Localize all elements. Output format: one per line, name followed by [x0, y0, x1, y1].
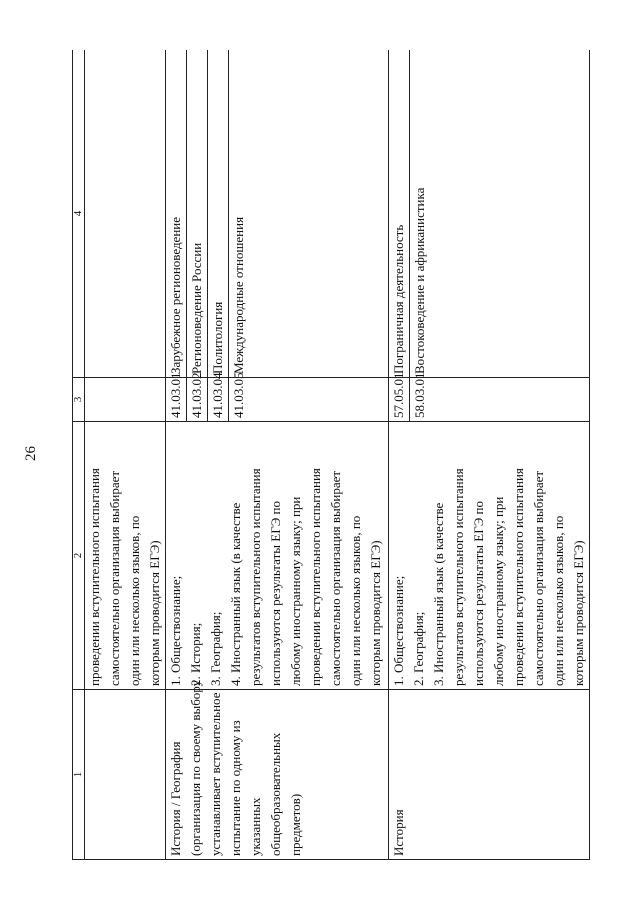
text-line: 2. География;: [411, 611, 426, 686]
subject-cell-history: [389, 690, 590, 860]
text-line: испытание по одному из: [228, 720, 243, 856]
continuation-row: [85, 50, 166, 860]
column-header-3: 3: [73, 378, 85, 422]
options-cell-history-geography: [166, 422, 389, 690]
text-line: (организация по своему выбору: [188, 679, 203, 856]
page-number: 26: [22, 445, 39, 461]
text-line: один или несколько языков, по: [348, 515, 363, 686]
text-line: результатов вступительного испытания: [248, 468, 263, 686]
column-header-2: 2: [73, 422, 85, 690]
program-name: Международные отношения: [229, 50, 389, 378]
text-line: 1. Обществознание;: [168, 575, 183, 686]
text-line: 3. Иностранный язык (в качестве: [431, 502, 446, 686]
text-line: История / География: [168, 741, 183, 856]
column-header-1: 1: [73, 690, 85, 860]
options-cell-history: [389, 422, 590, 690]
text-line: История: [391, 809, 406, 856]
text-line: самостоятельно организация выбирает: [107, 470, 122, 686]
text-line: используются результаты ЕГЭ по: [268, 501, 283, 686]
text-line: один или несколько языков, по: [551, 515, 566, 686]
program-code: 58.03.01: [410, 378, 590, 422]
text-line: результатов вступительного испытания: [451, 468, 466, 686]
rotated-table-area: [72, 50, 605, 860]
text-line: предметов): [288, 793, 303, 856]
cont-col4-cell: [85, 50, 166, 378]
text-line: указанных: [248, 797, 263, 856]
text-line: устанавливает вступительное: [208, 692, 223, 856]
cont-col3-cell: [85, 378, 166, 422]
program-code: 57.05.01: [389, 378, 410, 422]
text-line: самостоятельно организация выбирает: [328, 470, 343, 686]
text-line: самостоятельно организация выбирает: [531, 470, 546, 686]
text-line: общеобразовательных: [268, 732, 283, 856]
text-line: проведении вступительного испытания: [511, 468, 526, 686]
text-line: 1. Обществознание;: [391, 575, 406, 686]
text-line: один или несколько языков, по: [127, 515, 142, 686]
text-line: которым проводится ЕГЭ): [368, 540, 383, 686]
program-name: Политология: [208, 50, 229, 378]
rotated-page-content: [72, 50, 605, 860]
cont-col1-cell: [85, 690, 166, 860]
history-geography-row: [166, 50, 187, 860]
program-name: Востоковедение и африканистика: [410, 50, 590, 378]
subject-cell-history-geography: [166, 679, 389, 860]
program-name: Зарубежное регионоведение: [166, 50, 187, 378]
admission-subjects-table: [72, 50, 590, 860]
cont-col2-cell: [85, 422, 166, 690]
program-code: 41.03.02: [187, 378, 208, 422]
column-header-4: 4: [73, 50, 85, 378]
text-line: проведении вступительного испытания: [87, 468, 102, 686]
text-line: 4. Иностранный язык (в качестве: [228, 502, 243, 686]
text-line: 3. География;: [208, 611, 223, 686]
program-name: Регионоведение России: [187, 50, 208, 378]
text-line: любому иностранному языку; при: [491, 496, 506, 686]
program-name: Пограничная деятельность: [389, 50, 410, 378]
program-code: 41.03.01: [166, 378, 187, 422]
program-code: 41.03.04: [208, 378, 229, 422]
text-line: используются результаты ЕГЭ по: [471, 501, 486, 686]
text-line: которым проводится ЕГЭ): [571, 540, 586, 686]
history-row: [389, 50, 410, 860]
column-number-row: [73, 50, 85, 860]
program-code: 41.03.05: [229, 378, 389, 422]
text-line: 2. История;: [188, 622, 203, 686]
text-line: которым проводится ЕГЭ): [147, 540, 162, 686]
text-line: любому иностранному языку; при: [288, 496, 303, 686]
text-line: проведении вступительного испытания: [308, 468, 323, 686]
